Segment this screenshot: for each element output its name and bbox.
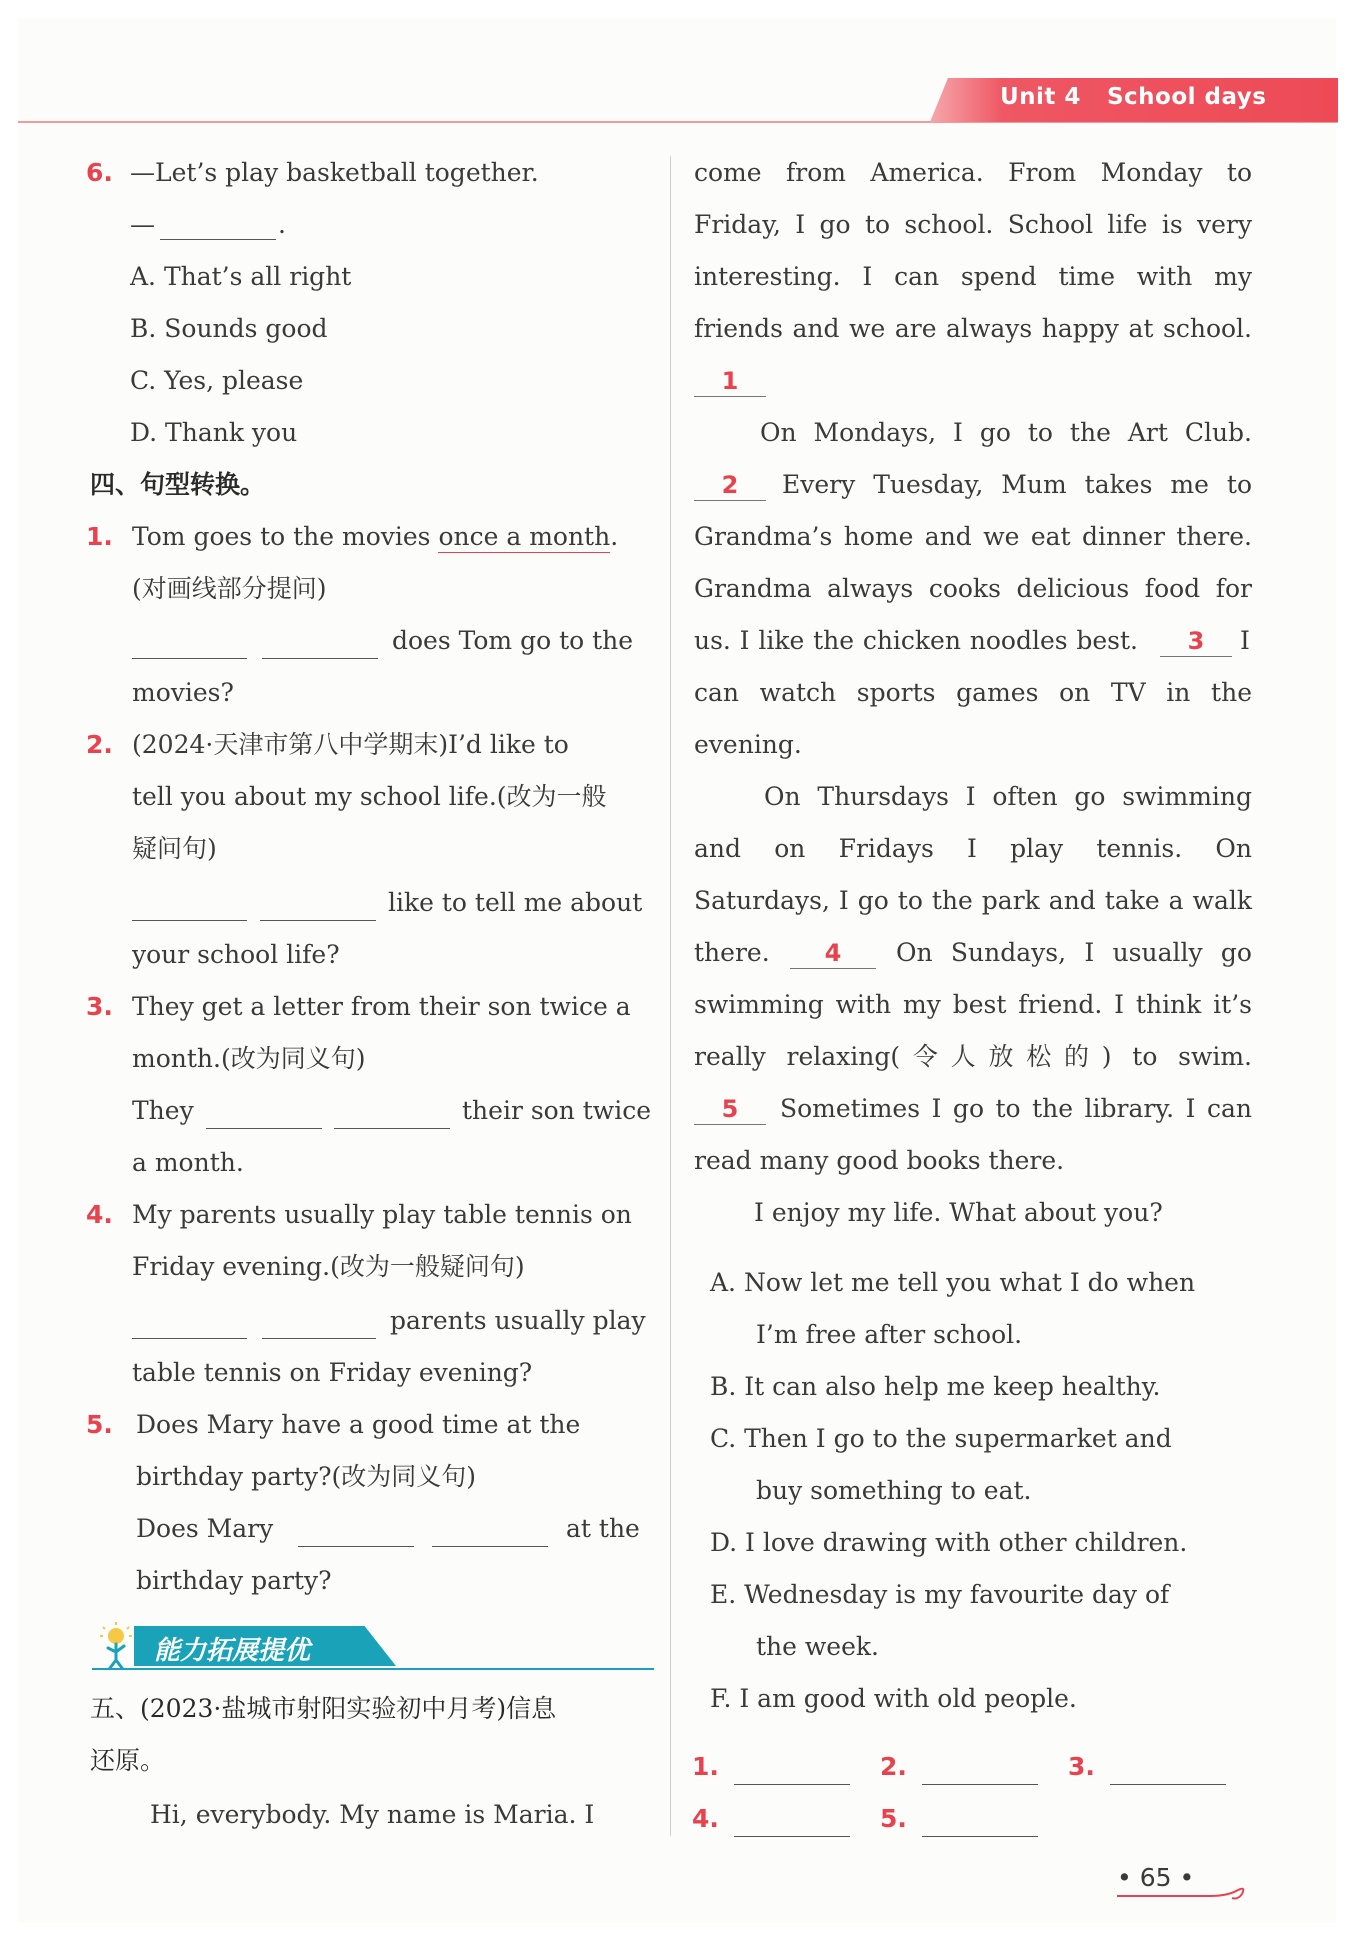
passage-line-11: evening. [694,730,802,759]
s4-q3-line3a: They [132,1096,194,1125]
answer-1-blank[interactable] [734,1784,850,1785]
answer-5-number: 5. [880,1804,907,1833]
answer-4-blank[interactable] [734,1836,850,1837]
s4-q4-line3: parents usually play [390,1306,646,1335]
passage-line-1: come from America. From Monday to [694,158,1252,187]
answer-5-blank[interactable] [922,1836,1038,1837]
s4-q1-underlined-phrase: once a month [438,522,611,551]
passage-line-9: us. I like the chicken noodles best. [694,626,1138,655]
s4-q5-line3b: at the [566,1514,640,1543]
section4-title: 四、句型转换。 [90,470,266,499]
passage-blank-4[interactable]: 4 [790,938,876,969]
passage-line-12: On Thursdays I often go swimming [764,782,1252,811]
s4-q4-line2: Friday evening.(改为一般疑问句) [132,1252,525,1281]
s4-q2-line2: tell you about my school life.(改为一般 [132,782,607,811]
passage-line-6: Every Tuesday, Mum takes me to [782,470,1252,499]
s4-q1-line4: movies? [132,678,234,707]
s4-q2-line5: your school life? [132,940,340,969]
passage-line-4: friends and we are always happy at school. [694,314,1252,343]
section5-title-line1: 五、(2023·盐城市射阳实验初中月考)信息 [90,1694,557,1723]
option-a-line1: A. Now let me tell you what I do when [710,1268,1196,1297]
s4-q2-line1: (2024·天津市第八中学期末)I’d like to [132,730,569,759]
section-banner [92,1622,398,1670]
page-number-underline [1117,1895,1210,1897]
passage-line-13: and on Fridays I play tennis. On [694,834,1252,863]
s4-q3-line4: a month. [132,1148,244,1177]
unit-label: Unit 4 [1000,84,1081,110]
passage-blank-2[interactable]: 2 [694,470,766,501]
answer-2-blank[interactable] [922,1784,1038,1785]
s4-q5-line3a: Does Mary [136,1514,274,1543]
option-d: D. I love drawing with other children. [710,1528,1188,1557]
q6-option-b: B. Sounds good [130,314,328,343]
unit-title: School days [1106,84,1267,110]
s4-q4-line1: My parents usually play table tennis on [132,1200,632,1229]
answer-2-number: 2. [880,1752,907,1781]
passage-line-5: On Mondays, I go to the Art Club. [760,418,1252,447]
s4-q5-blank-2[interactable] [432,1546,548,1547]
s4-q2-line3: 疑问句) [132,834,217,863]
passage-line-8: Grandma always cooks delicious food for [694,574,1252,603]
s4-q3-line3b: their son twice [462,1096,652,1125]
answer-4-number: 4. [692,1804,719,1833]
s4-q2-line4: like to tell me about [388,888,643,917]
q6-prompt: —Let’s play basketball together. [130,158,539,187]
option-a-line2: I’m free after school. [756,1320,1023,1349]
s4-q3-line1: They get a letter from their son twice a [132,992,631,1021]
q6-number: 6. [86,158,113,187]
s4-q2-number: 2. [86,730,113,759]
s4-q5-number: 5. [86,1410,113,1439]
s4-q4-number: 4. [86,1200,113,1229]
s4-q2-blank-2[interactable] [260,920,376,921]
passage-line-2: Friday, I go to school. School life is very [694,210,1252,239]
answer-3-number: 3. [1068,1752,1095,1781]
section5-title-line2: 还原。 [90,1746,166,1775]
passage-line-9b: I [1240,626,1250,655]
passage-line-14: Saturdays, I go to the park and take a walk [694,886,1252,915]
option-e-line2: the week. [756,1632,879,1661]
lightbulb-person-icon [92,1622,136,1670]
header-title [1000,84,1266,110]
passage-line-18: Sometimes I go to the library. I can [780,1094,1252,1123]
passage-line-15: there. [694,938,770,967]
s4-q1-line1: Tom goes to the movies once a month. [132,522,619,551]
s4-q3-blank-1[interactable] [206,1128,322,1129]
passage-line-19: read many good books there. [694,1146,1065,1175]
s4-q3-number: 3. [86,992,113,1021]
banner-rule [92,1668,654,1670]
page-number: • 65 • [1117,1863,1195,1892]
q6-answer-blank[interactable] [160,239,276,240]
q6-option-d: D. Thank you [130,418,298,447]
passage-line-16: swimming with my best friend. I think it’s [694,990,1252,1019]
option-c-line2: buy something to eat. [756,1476,1032,1505]
answer-3-blank[interactable] [1110,1784,1226,1785]
s4-q3-line2: month.(改为同义句) [132,1044,366,1073]
s4-q2-blank-1[interactable] [132,920,247,921]
s4-q1-instruction: (对画线部分提问) [132,574,327,603]
passage-intro: Hi, everybody. My name is Maria. I [150,1800,595,1829]
passage-line-10: can watch sports games on TV in the [694,678,1252,707]
passage-line-3: interesting. I can spend time with my [694,262,1252,291]
q6-option-c: C. Yes, please [130,366,304,395]
s4-q5-line1: Does Mary have a good time at the [136,1410,581,1439]
s4-q1-blank-2[interactable] [262,658,378,659]
column-divider [670,156,671,1836]
s4-q1-number: 1. [86,522,113,551]
s4-q4-blank-2[interactable] [262,1338,376,1339]
s4-q1-blank-1[interactable] [132,658,247,659]
s4-q4-blank-1[interactable] [132,1338,247,1339]
banner-label: 能力拓展提优 [154,1636,311,1666]
answer-1-number: 1. [692,1752,719,1781]
option-e-line1: E. Wednesday is my favourite day of [710,1580,1170,1609]
passage-line-20: I enjoy my life. What about you? [754,1198,1163,1227]
page-swoosh-icon [1208,1880,1248,1904]
passage-line-7: Grandma’s home and we eat dinner there. [694,522,1252,551]
passage-blank-5[interactable]: 5 [694,1094,766,1125]
s4-q5-line4: birthday party? [136,1566,332,1595]
passage-blank-1[interactable]: 1 [694,366,766,397]
s4-q1-line3: does Tom go to the [392,626,634,655]
s4-q3-blank-2[interactable] [334,1128,450,1129]
option-f: F. I am good with old people. [710,1684,1077,1713]
s4-q4-line4: table tennis on Friday evening? [132,1358,533,1387]
passage-line-17: really relaxing(令人放松的) to swim. [694,1042,1252,1071]
q6-option-a: A. That’s all right [130,262,352,291]
passage-blank-3[interactable]: 3 [1160,626,1232,657]
s4-q5-line2: birthday party?(改为同义句) [136,1462,477,1491]
q6-dash: — [130,210,155,239]
option-c-line1: C. Then I go to the supermarket and [710,1424,1172,1453]
option-b: B. It can also help me keep healthy. [710,1372,1161,1401]
passage-line-15b: On Sundays, I usually go [896,938,1252,967]
q6-period: . [278,210,286,239]
s4-q5-blank-1[interactable] [298,1546,414,1547]
